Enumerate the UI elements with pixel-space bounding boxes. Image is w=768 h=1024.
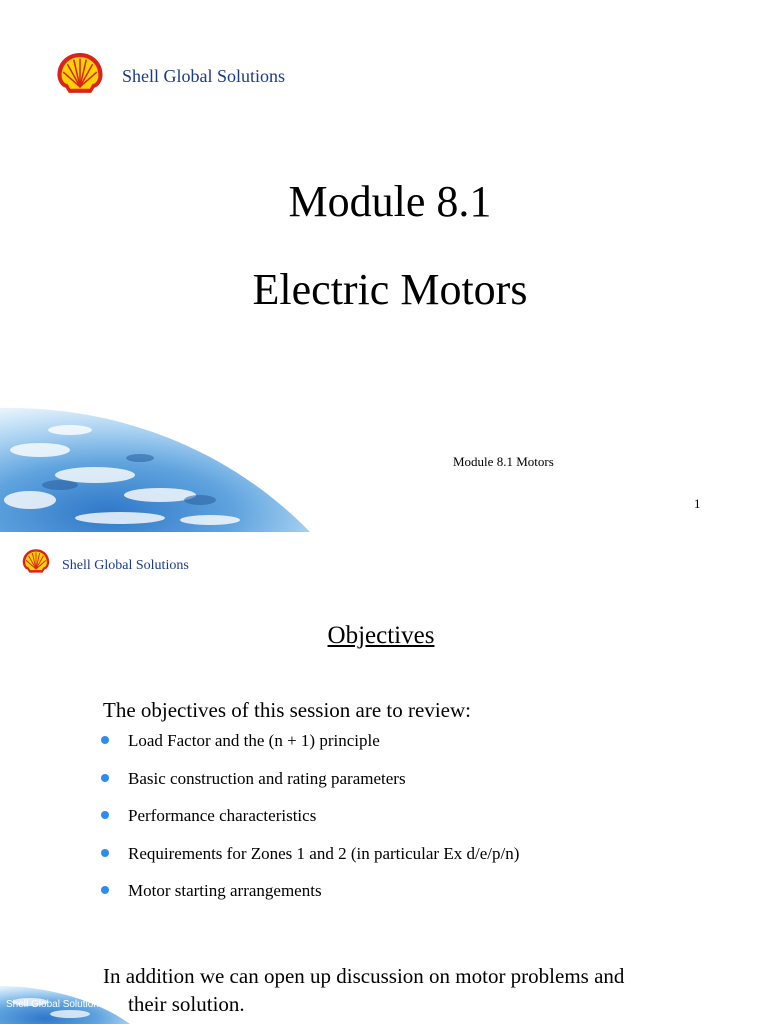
list-item: Motor starting arrangements	[100, 880, 519, 918]
objectives-slide	[0, 534, 768, 1024]
brand-name: Shell Global Solutions	[122, 66, 286, 86]
list-item: Performance characteristics	[100, 805, 519, 843]
topic-title: Electric Motors	[252, 265, 528, 314]
list-item: Basic construction and rating parameters	[100, 768, 519, 806]
bullet-icon	[101, 774, 109, 782]
list-item: Requirements for Zones 1 and 2 (in particular Ex d/e/p/n)	[100, 843, 519, 881]
shell-logo-icon	[54, 51, 106, 97]
bullet-icon	[101, 849, 109, 857]
earth-image	[0, 380, 340, 532]
intro-text: The objectives of this session are to review:	[103, 698, 471, 722]
bullet-icon	[101, 811, 109, 819]
slide-heading: Objectives	[327, 622, 435, 649]
module-title: Module 8.1	[288, 177, 492, 226]
bullet-icon	[101, 736, 109, 744]
shell-logo-icon	[21, 548, 51, 575]
closing-text: In addition we can open up discussion on motor problems and their solution.	[103, 964, 625, 1016]
footer-title: Module 8.1 Motors	[453, 454, 554, 469]
bullet-icon	[101, 886, 109, 894]
corner-brand-label: Shell Global Solutions	[6, 999, 104, 1010]
page-number: 1	[694, 496, 701, 511]
objectives-list	[100, 730, 519, 918]
brand-name: Shell Global Solutions	[62, 558, 189, 573]
list-item: Load Factor and the (n + 1) principle	[100, 730, 519, 768]
